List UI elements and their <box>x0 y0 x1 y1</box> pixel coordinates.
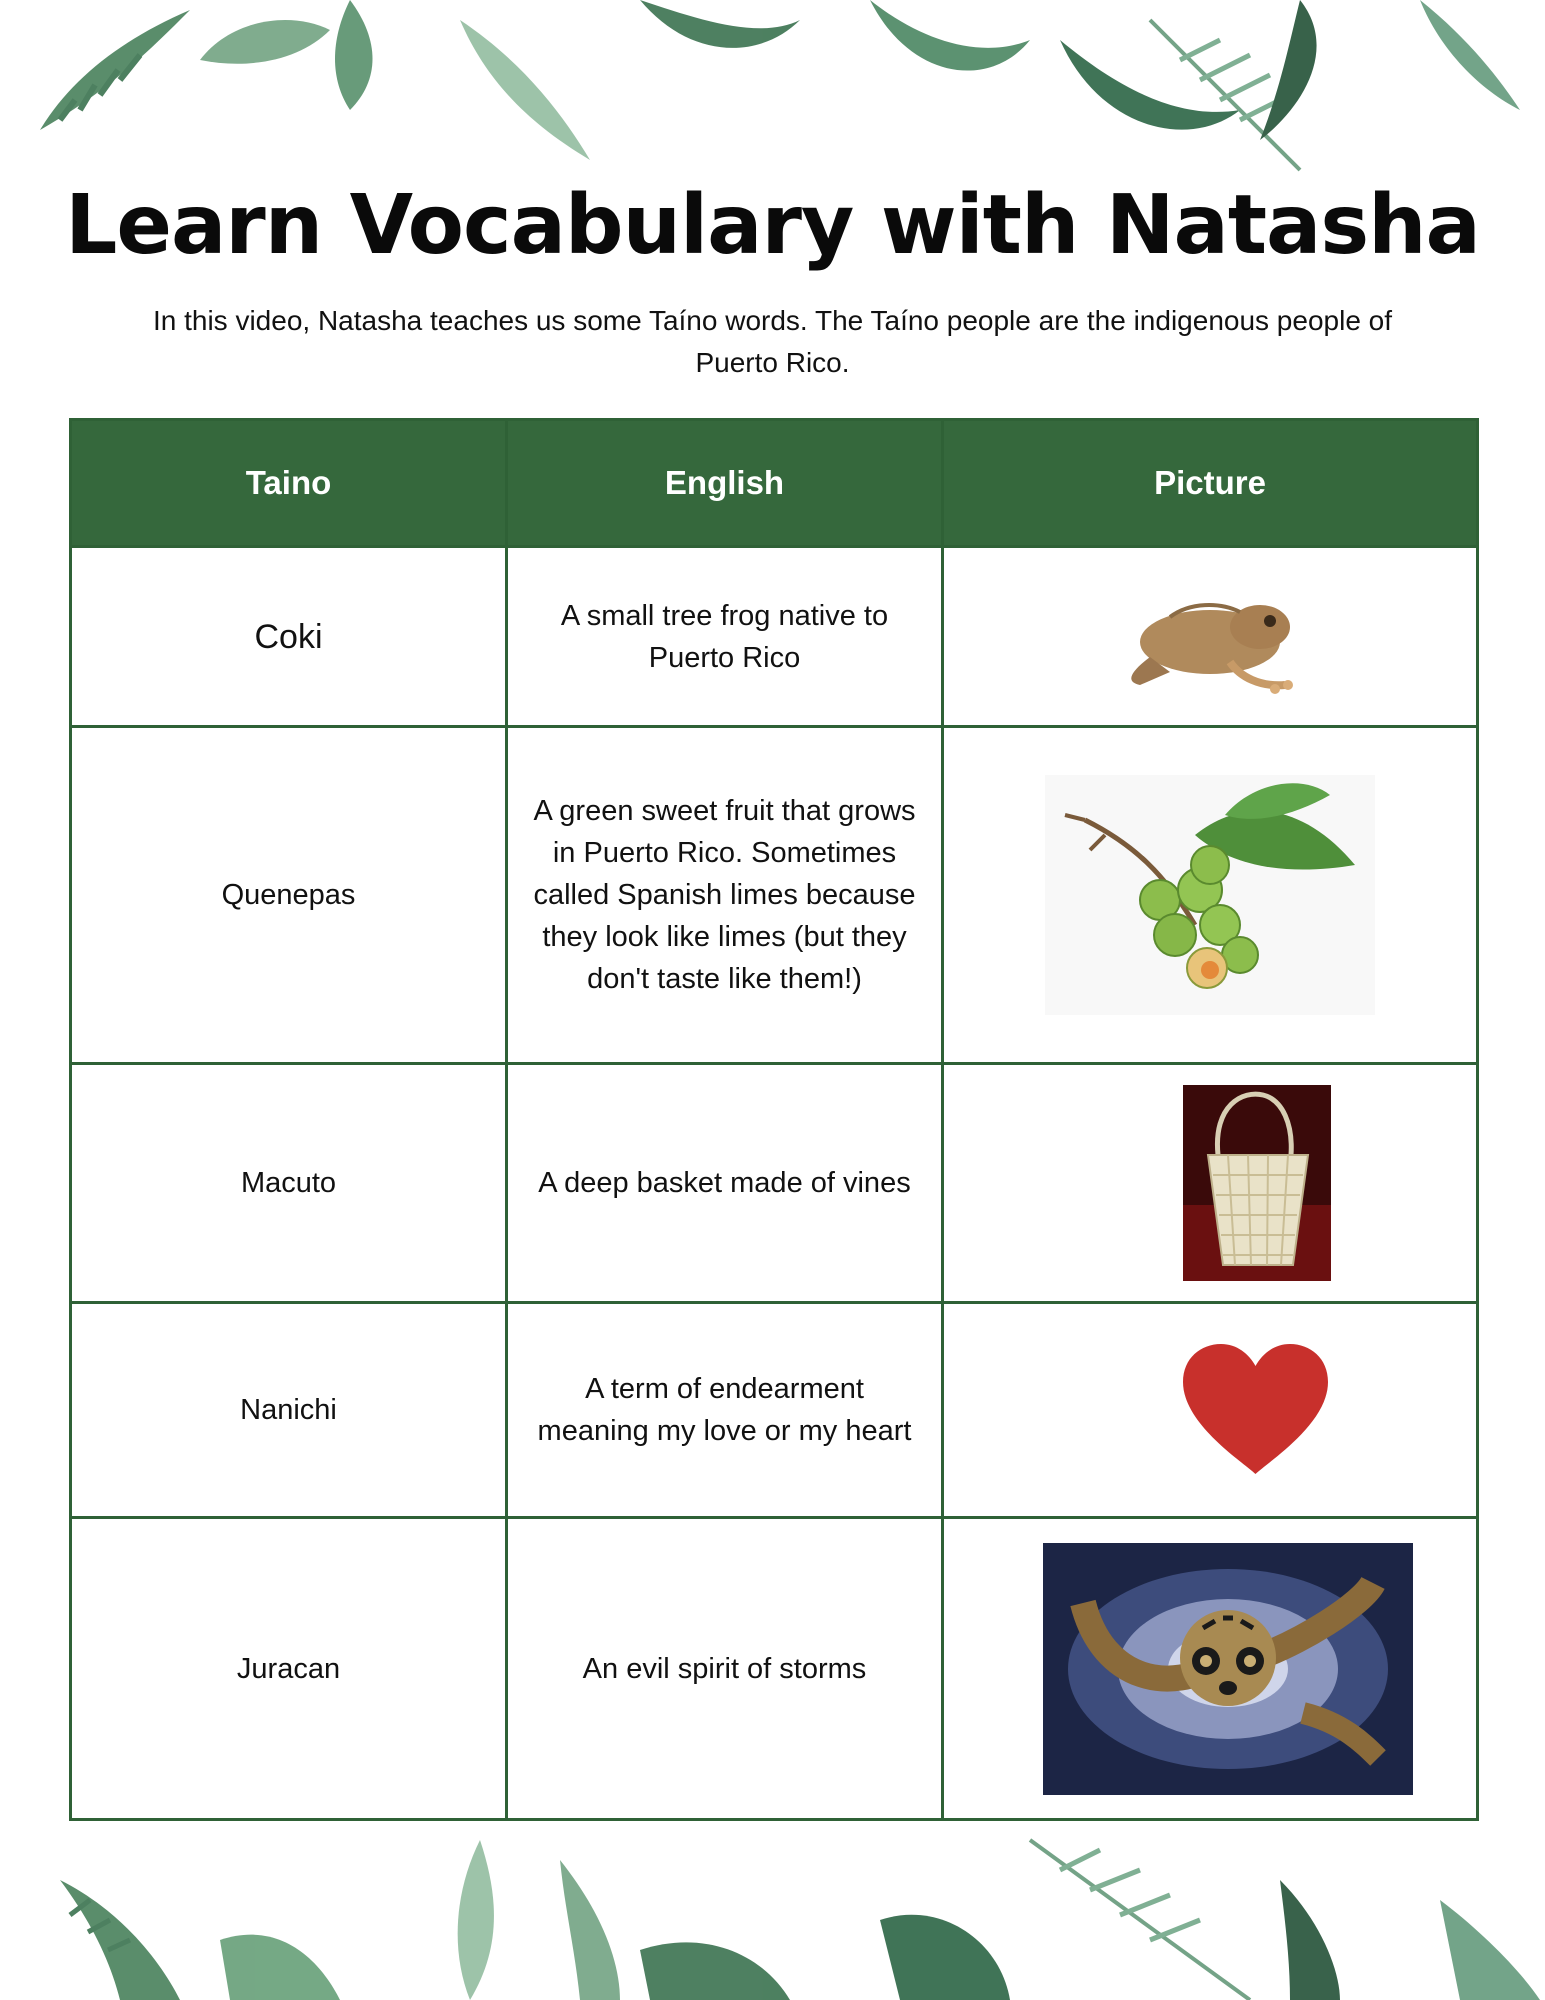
taino-word: Quenepas <box>71 727 507 1064</box>
vocabulary-table <box>69 418 1479 1821</box>
picture-cell <box>943 547 1478 727</box>
table-row <box>71 1518 1478 1820</box>
red-heart-icon <box>1183 1344 1328 1476</box>
english-definition: An evil spirit of storms <box>507 1518 943 1820</box>
english-definition: A small tree frog native to Puerto Rico <box>507 547 943 727</box>
table-row <box>71 1303 1478 1518</box>
top-foliage-decoration <box>0 0 1545 175</box>
table-row <box>71 547 1478 727</box>
page-title: Learn Vocabulary with Natasha <box>65 178 1480 273</box>
taino-word: Nanichi <box>71 1303 507 1518</box>
picture-cell <box>943 1303 1478 1518</box>
english-definition: A green sweet fruit that grows in Puerto Rico. Sometimes called Spanish limes because they look like limes (but they don't taste like them!) <box>507 727 943 1064</box>
picture-cell <box>943 1518 1478 1820</box>
intro-text: In this video, Natasha teaches us some Taíno words. The Taíno people are the indigenous people of Puerto Rico. <box>152 305 1393 378</box>
picture-cell <box>943 1064 1478 1303</box>
hurricane-petroglyph-image <box>1043 1543 1413 1795</box>
bottom-foliage-decoration <box>0 1820 1545 2000</box>
quenepas-fruit-image <box>1045 775 1375 1015</box>
column-header-english: English <box>507 420 943 547</box>
picture-cell <box>943 727 1478 1064</box>
column-header-taino: Taino <box>71 420 507 547</box>
taino-word: Macuto <box>71 1064 507 1303</box>
english-definition: A deep basket made of vines <box>507 1064 943 1303</box>
table-header-row <box>71 420 1478 547</box>
taino-word: Juracan <box>71 1518 507 1820</box>
column-header-picture: Picture <box>943 420 1478 547</box>
tree-frog-image <box>1110 577 1310 697</box>
taino-word: Coki <box>71 547 507 727</box>
table-row <box>71 727 1478 1064</box>
table-row <box>71 1064 1478 1303</box>
woven-basket-image <box>1183 1085 1331 1281</box>
english-definition: A term of endearment meaning my love or my heart <box>507 1303 943 1518</box>
